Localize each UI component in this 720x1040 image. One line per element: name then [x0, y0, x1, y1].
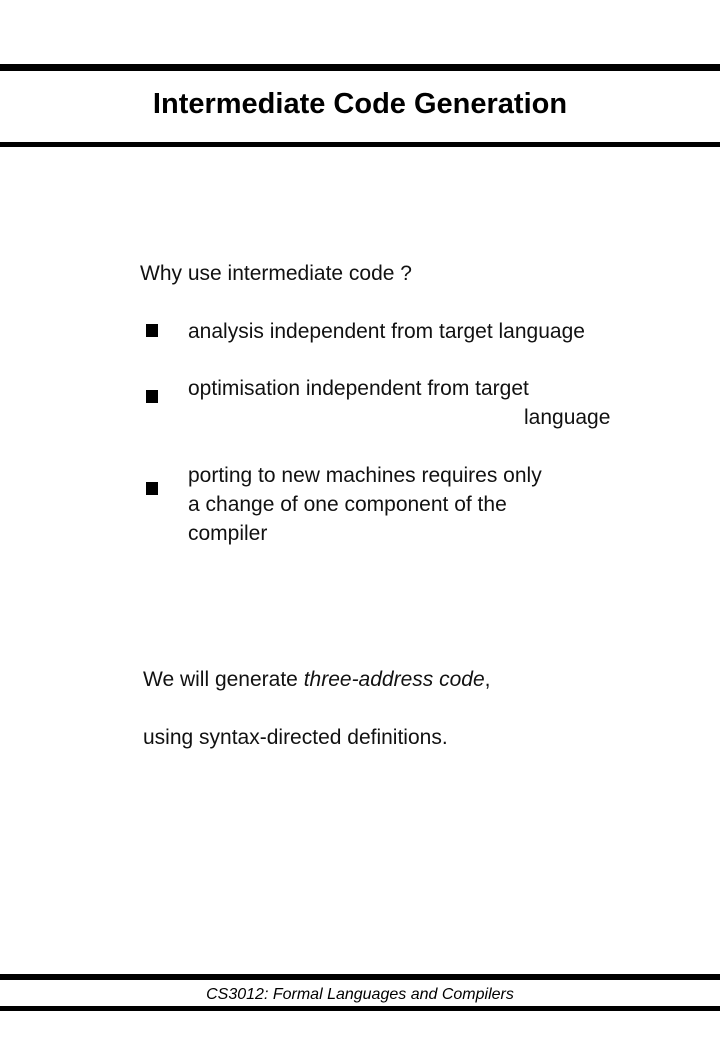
bullet-3-line-3: compiler	[188, 522, 268, 545]
conclusion-line-2: using syntax-directed definitions.	[143, 726, 448, 749]
conclusion-prefix: We will generate	[143, 668, 304, 691]
bullet-3-line-2: a change of one component of the	[188, 493, 507, 516]
square-bullet-icon	[146, 482, 158, 495]
slide-title: Intermediate Code Generation	[152, 88, 568, 120]
top-rule-upper	[0, 64, 720, 71]
question-text: Why use intermediate code ?	[140, 262, 412, 285]
footer-text: CS3012: Formal Languages and Compilers	[206, 986, 514, 1003]
square-bullet-icon	[146, 324, 158, 337]
bottom-rule-upper	[0, 974, 720, 980]
bullet-2-line-2: language	[524, 406, 611, 429]
conclusion-line-1	[143, 665, 491, 694]
bullet-1-line-1: analysis independent from target language	[188, 320, 585, 343]
bullet-3-line-1: porting to new machines requires only	[188, 464, 542, 487]
square-bullet-icon	[146, 390, 158, 403]
bottom-rule-lower	[0, 1006, 720, 1011]
conclusion-suffix: ,	[484, 668, 491, 691]
top-rule-lower	[0, 142, 720, 147]
conclusion-emphasis: three-address code	[303, 668, 485, 691]
bullet-2-line-1: optimisation independent from target	[188, 377, 529, 400]
